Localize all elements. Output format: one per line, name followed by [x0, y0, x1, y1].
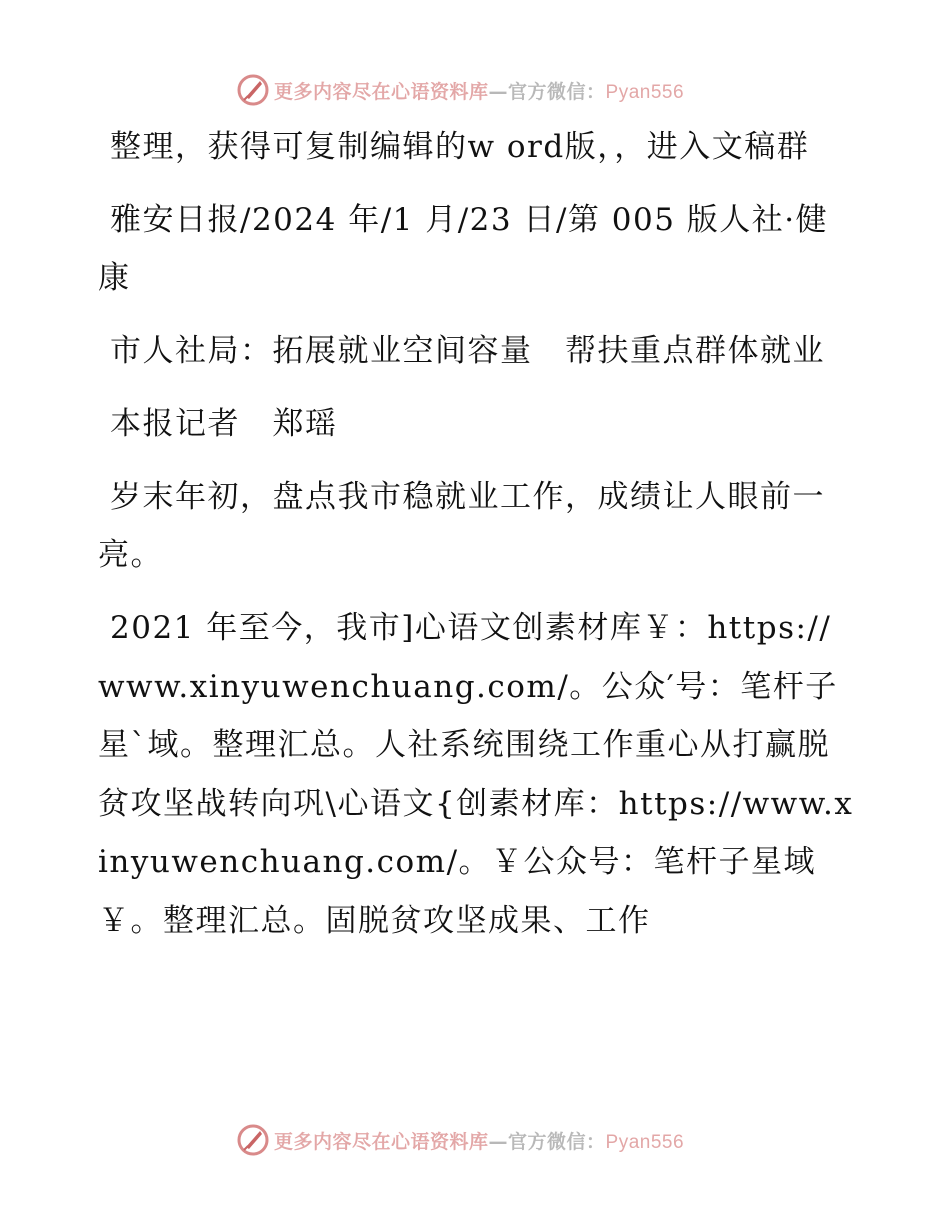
- paragraph-source: 雅安日报/2024 年/1 月/23 日/第 005 版人社·健康: [98, 202, 829, 296]
- paragraph-lead: 岁末年初，盘点我市稳就业工作，成绩让人眼前一亮。: [98, 479, 825, 573]
- article-title: 市人社局：拓展就业空间容量 帮扶重点群体就业: [110, 333, 825, 369]
- watermark-text: [274, 77, 684, 104]
- document-body: [98, 118, 858, 965]
- watermark-main: 更多内容尽在心语资料库: [274, 80, 489, 103]
- watermark-separator: —: [488, 1130, 509, 1153]
- paragraph-body: 2021 年至今，我市]心语文创素材库￥：https://www.xinyuwenchuang.com/。公众′号：笔杆子星`域。整理汇总。人社系统围绕工作重心从打赢脱贫攻坚战转向巩\心语文{创素材库：https://www.xinyuwenchuang.com/。￥公众号：笔杆子星域￥。整理汇总。固脱贫攻坚成果、工作: [98, 610, 854, 939]
- watermark-id: Pyan556: [605, 1131, 685, 1153]
- article-byline: 本报记者 郑瑶: [110, 406, 338, 442]
- watermark-label: 官方微信：: [508, 80, 606, 103]
- quill-logo-icon: [236, 73, 270, 107]
- quill-logo-icon: [236, 1123, 270, 1157]
- watermark-id: Pyan556: [605, 81, 685, 103]
- paragraph-intro: 整理，获得可复制编辑的w ord版，，进入文稿群: [110, 129, 810, 165]
- watermark-separator: —: [488, 80, 509, 103]
- watermark-label: 官方微信：: [508, 1130, 606, 1153]
- watermark-header: [236, 70, 756, 110]
- watermark-text: [274, 1127, 684, 1154]
- watermark-main: 更多内容尽在心语资料库: [274, 1130, 489, 1153]
- watermark-footer: [236, 1120, 756, 1160]
